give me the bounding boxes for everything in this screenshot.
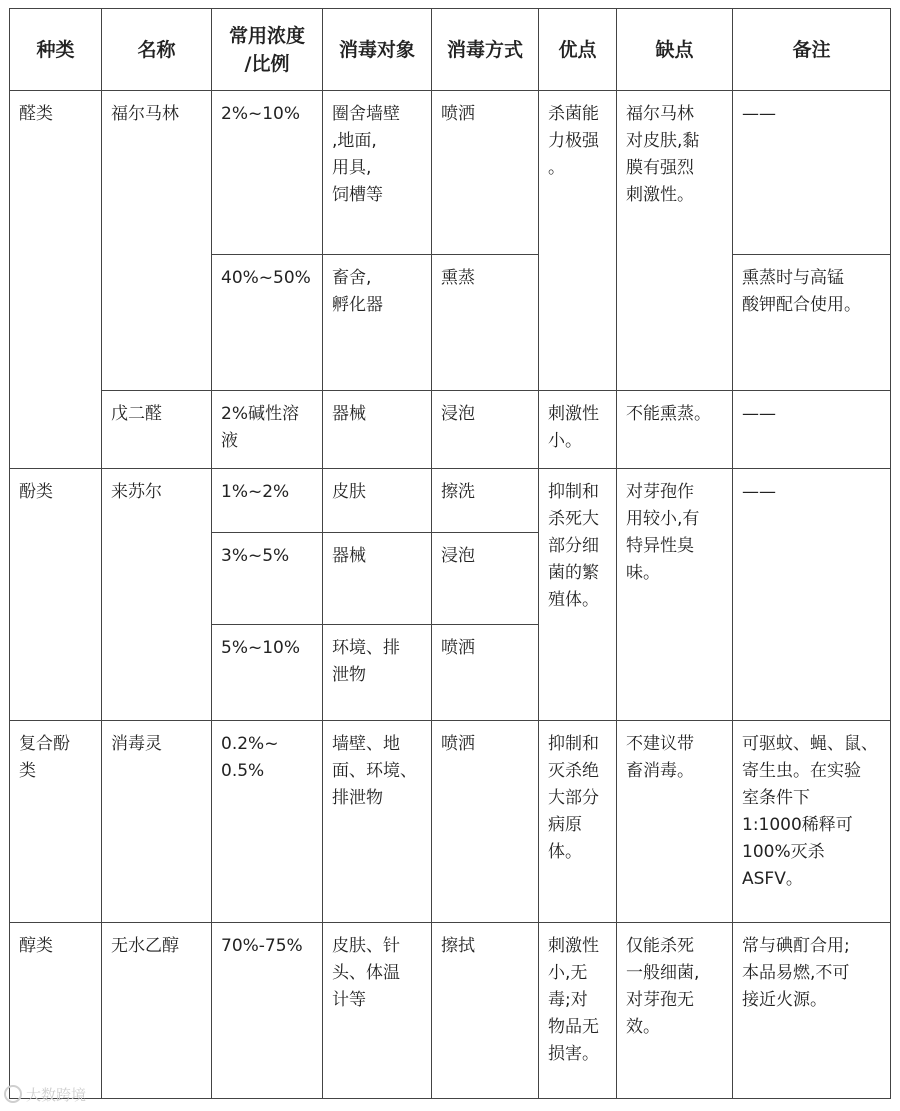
cell-cons: 对芽孢作 用较小,有 特异性臭 味。 bbox=[617, 469, 733, 721]
cell-method: 浸泡 bbox=[432, 533, 539, 625]
cell-concentration: 70%-75% bbox=[212, 923, 323, 1099]
cell-concentration: 40%~50% bbox=[212, 255, 323, 391]
cell-method: 熏蒸 bbox=[432, 255, 539, 391]
cell-category: 复合酚 类 bbox=[10, 721, 102, 923]
cell-method: 喷洒 bbox=[432, 721, 539, 923]
disinfectant-table bbox=[9, 8, 891, 1099]
cell-target: 环境、排 泄物 bbox=[323, 625, 432, 721]
cell-method: 擦拭 bbox=[432, 923, 539, 1099]
watermark bbox=[4, 1084, 86, 1105]
cell-concentration: 3%~5% bbox=[212, 533, 323, 625]
table-row bbox=[10, 923, 891, 1099]
cell-cons: 不建议带 畜消毒。 bbox=[617, 721, 733, 923]
header-method: 消毒方式 bbox=[432, 9, 539, 91]
cell-target: 墙壁、地 面、环境、 排泄物 bbox=[323, 721, 432, 923]
cell-category: 酚类 bbox=[10, 469, 102, 721]
watermark-text: 大数跨境 bbox=[26, 1086, 87, 1104]
table-row bbox=[10, 469, 891, 533]
cell-pros: 刺激性 小,无 毒;对 物品无 损害。 bbox=[539, 923, 617, 1099]
cell-category: 醛类 bbox=[10, 91, 102, 469]
cell-method: 擦洗 bbox=[432, 469, 539, 533]
watermark-logo-icon bbox=[4, 1085, 22, 1103]
header-row bbox=[10, 9, 891, 91]
cell-pros: 刺激性 小。 bbox=[539, 391, 617, 469]
cell-target: 皮肤 bbox=[323, 469, 432, 533]
cell-notes: —— bbox=[733, 469, 891, 721]
cell-concentration: 2%碱性溶 液 bbox=[212, 391, 323, 469]
cell-method: 喷洒 bbox=[432, 625, 539, 721]
cell-method: 喷洒 bbox=[432, 91, 539, 255]
table-row bbox=[10, 721, 891, 923]
cell-notes: 常与碘酊合用; 本品易燃,不可 接近火源。 bbox=[733, 923, 891, 1099]
table-row bbox=[10, 91, 891, 255]
cell-pros: 抑制和 杀死大 部分细 菌的繁 殖体。 bbox=[539, 469, 617, 721]
cell-notes: —— bbox=[733, 91, 891, 255]
header-category: 种类 bbox=[10, 9, 102, 91]
cell-category: 醇类 bbox=[10, 923, 102, 1099]
cell-cons: 福尔马林 对皮肤,黏 膜有强烈 刺激性。 bbox=[617, 91, 733, 391]
cell-notes: 可驱蚊、蝇、鼠、 寄生虫。在实验 室条件下 1:1000稀释可 100%灭杀 ASFV。 bbox=[733, 721, 891, 923]
cell-cons: 仅能杀死 一般细菌, 对芽孢无 效。 bbox=[617, 923, 733, 1099]
header-concentration: 常用浓度 /比例 bbox=[212, 9, 323, 91]
cell-target: 圈舍墙壁 ,地面, 用具, 饲槽等 bbox=[323, 91, 432, 255]
cell-concentration: 5%~10% bbox=[212, 625, 323, 721]
cell-concentration: 0.2%~ 0.5% bbox=[212, 721, 323, 923]
cell-cons: 不能熏蒸。 bbox=[617, 391, 733, 469]
cell-notes: 熏蒸时与高锰 酸钾配合使用。 bbox=[733, 255, 891, 391]
header-name: 名称 bbox=[102, 9, 212, 91]
cell-target: 器械 bbox=[323, 391, 432, 469]
header-pros: 优点 bbox=[539, 9, 617, 91]
cell-name: 无水乙醇 bbox=[102, 923, 212, 1099]
cell-target: 器械 bbox=[323, 533, 432, 625]
cell-pros: 杀菌能 力极强 。 bbox=[539, 91, 617, 391]
header-notes: 备注 bbox=[733, 9, 891, 91]
cell-name: 戊二醛 bbox=[102, 391, 212, 469]
cell-concentration: 2%~10% bbox=[212, 91, 323, 255]
cell-target: 畜舍, 孵化器 bbox=[323, 255, 432, 391]
cell-target: 皮肤、针 头、体温 计等 bbox=[323, 923, 432, 1099]
cell-name: 福尔马林 bbox=[102, 91, 212, 391]
cell-notes: —— bbox=[733, 391, 891, 469]
header-cons: 缺点 bbox=[617, 9, 733, 91]
cell-pros: 抑制和 灭杀绝 大部分 病原 体。 bbox=[539, 721, 617, 923]
cell-method: 浸泡 bbox=[432, 391, 539, 469]
header-target: 消毒对象 bbox=[323, 9, 432, 91]
cell-concentration: 1%~2% bbox=[212, 469, 323, 533]
cell-name: 来苏尔 bbox=[102, 469, 212, 721]
cell-name: 消毒灵 bbox=[102, 721, 212, 923]
table-row bbox=[10, 391, 891, 469]
